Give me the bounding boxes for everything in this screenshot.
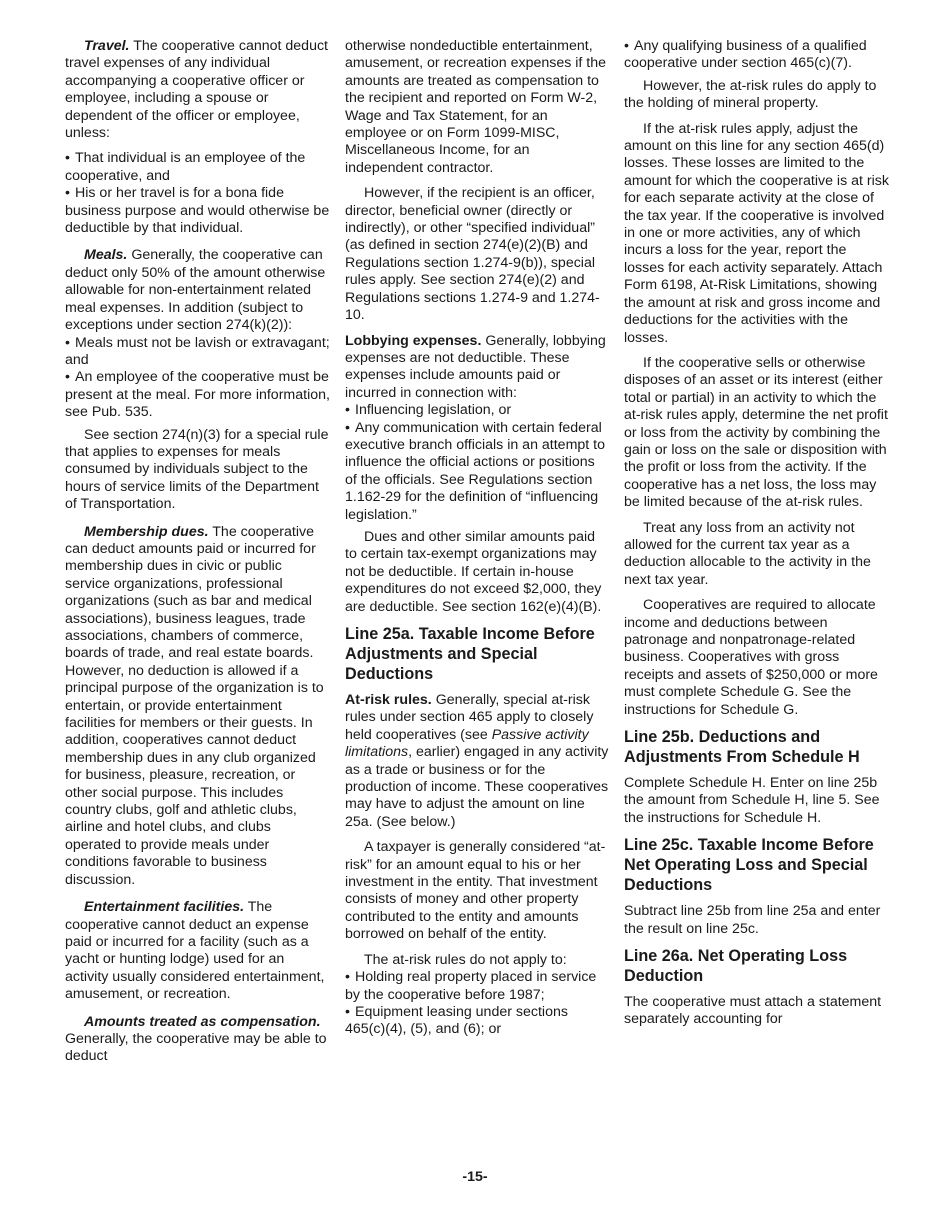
paragraph-mineral: However, the at-risk rules do apply to the holding of mineral property. [624, 77, 877, 112]
at-risk-paragraph-3: The at-risk rules do not apply to: [364, 951, 567, 968]
bullet-item [345, 969, 610, 1004]
line-26a-heading: Line 26a. Net Operating Loss Deduction [624, 947, 848, 986]
column-1 [65, 38, 330, 1074]
bullet-text: Influencing legislation, or [355, 402, 512, 419]
compensation-heading: Amounts treated as compensation. [84, 1013, 321, 1030]
bullet-item [345, 420, 610, 524]
at-risk-paragraph-2: A taxpayer is generally considered “at-risk” for an amount equal to his or her investment in the entity. That investment consists of money and other property contributed to the entity and amounts borrowed on behalf of the entity. [345, 839, 606, 943]
bullet-text: That individual is an employee of the cooperative, and [65, 150, 306, 184]
meals-paragraph-2: See section 274(n)(3) for a special rule that applies to expenses for meals consumed by individuals subject to the hours of service limits of the Department of Transportation. [65, 426, 329, 513]
travel-text: The cooperative cannot deduct travel expenses of any individual accompanying a cooperative officer or employee, including a spouse or dependent of the officer or employee, unless: [65, 38, 329, 142]
bullet-icon: • [345, 419, 350, 436]
page-number: -15- [462, 1169, 488, 1185]
bullet-text: Equipment leasing under sections 465(c)(4), (5), and (6); or [345, 1003, 568, 1038]
meals-paragraph [65, 247, 330, 334]
bullet-item [65, 150, 330, 185]
paragraph-sells-asset: If the cooperative sells or otherwise disposes of an asset or its interest (either total or partial) in an activity to which the at-risk rules apply, determine the net profit or loss from the activity by combining the gain or loss on the sale or disposition with the profit or loss from the activity. If the cooperative has a net loss, the loss may be limited because of the at-risk rules. [624, 354, 888, 511]
at-risk-heading: At-risk rules. [345, 692, 432, 708]
bullet-text: Holding real property placed in service by the cooperative before 1987; [345, 969, 597, 1003]
line-25c-text: Subtract line 25b from line 25a and enter the result on line 25c. [624, 903, 881, 937]
column-2 [345, 38, 610, 1039]
bullet-item [345, 402, 610, 419]
bullet-icon: • [65, 369, 70, 386]
travel-paragraph [65, 38, 330, 142]
paragraph-allocate: Cooperatives are required to allocate income and deductions between patronage and nonpatronage-related business. Cooperatives with gross receipts and assets of $250,000 or more must complete Schedule G. See the instructions for Schedule G. [624, 597, 878, 718]
bullet-text: His or her travel is for a bona fide business purpose and would otherwise be deductible by that individual. [65, 185, 330, 237]
facilities-heading: Entertainment facilities. [84, 899, 245, 916]
compensation-continued: otherwise nondeductible entertainment, amusement, or recreation expenses if the amounts are treated as compensation to the recipient and reported on Form W-2, Wage and Tax Statement, for an employee or on Form 1099-MISC, Miscellaneous Income, for an independent contractor. [345, 38, 607, 176]
bullet-icon: • [345, 1003, 350, 1020]
travel-heading: Travel. [84, 38, 130, 54]
bullet-text: Any communication with certain federal executive branch officials in an attempt to influence the official actions or positions of the officials. See Regulations section 1.162-29 for the definition of “influencing legislation.” [345, 419, 605, 523]
compensation-paragraph [65, 1014, 330, 1066]
bullet-text: An employee of the cooperative must be present at the meal. For more information, see Pub. 535. [65, 369, 330, 421]
facilities-text: The cooperative cannot deduct an expense paid or incurred for a facility (such as a yacht or hunting lodge) used for an activity usually considered entertainment, amusement, or recreation. [65, 899, 325, 1003]
bullet-icon: • [345, 969, 350, 986]
meals-text: Generally, the cooperative can deduct only 50% of the amount otherwise allowable for non-entertainment related meal expenses. In addition (subject to exceptions under section 274(k)(2)): [65, 247, 326, 334]
lobbying-paragraph [345, 333, 610, 403]
bullet-item [624, 38, 889, 73]
bullet-text: Any qualifying business of a qualified cooperative under section 465(c)(7). [624, 38, 867, 72]
bullet-item [65, 185, 330, 237]
bullet-icon: • [624, 38, 629, 54]
at-risk-paragraph [345, 692, 610, 831]
bullet-item [65, 335, 330, 370]
paragraph-at-risk-apply: If the at-risk rules apply, adjust the amount on this line for any section 465(d) losses. These losses are limited to the amount for which the cooperative is at risk for each separate activity at the close of the tax year. If the cooperative is involved in one or more activities, any of which incurs a loss for the year, report the losses for each activity separately. Attach Form 6198, At-Risk Limitations, showing the amount at risk and gross income and deductions for the activities with the losses. [624, 120, 889, 346]
meals-heading: Meals. [84, 247, 128, 264]
lobbying-text: Generally, lobbying expenses are not deductible. These expenses include amounts paid or incurred in connection with: [345, 332, 606, 401]
paragraph-treat-loss: Treat any loss from an activity not allowed for the current tax year as a deduction allocable to the activity in the next tax year. [624, 519, 871, 588]
membership-paragraph [65, 524, 330, 890]
lobbying-heading: Lobbying expenses. [345, 332, 482, 349]
line-26a-text: The cooperative must attach a statement separately accounting for [624, 994, 882, 1028]
bullet-item [65, 369, 330, 421]
column-3 [624, 38, 889, 1037]
dues-paragraph: Dues and other similar amounts paid to certain tax-exempt organizations may not be deductible. If certain in-house expenditures do not exceed $2,000, they are deductible. See section 162(e)(4)(B). [345, 528, 602, 615]
line-25c-heading: Line 25c. Taxable Income Before Net Operating Loss and Special Deductions [624, 836, 874, 895]
membership-heading: Membership dues. [84, 523, 209, 540]
bullet-icon: • [65, 150, 70, 167]
line-25b-text: Complete Schedule H. Enter on line 25b the amount from Schedule H, line 5. See the instructions for Schedule H. [624, 775, 880, 826]
line-25a-heading: Line 25a. Taxable Income Before Adjustments and Special Deductions [345, 625, 595, 683]
facilities-paragraph [65, 899, 330, 1003]
at-risk-text: Generally, special at-risk rules under section 465 apply to closely held cooperatives (see [345, 692, 594, 743]
at-risk-text-2: , earlier) engaged in any activity as a trade or business or for the production of income. These cooperatives may have to adjust the amount on line 25a. (See below.) [345, 744, 609, 830]
bullet-text: Meals must not be lavish or extravagant; and [65, 334, 330, 368]
bullet-icon: • [65, 185, 70, 202]
compensation-text: Generally, the cooperative may be able to deduct [65, 1030, 327, 1065]
membership-text: The cooperative can deduct amounts paid or incurred for membership dues in civic or public service organizations, professional organizations (such as bar and medical associations), business leagues, trade associations, chambers of commerce, boards of trade, and real estate boards. However, no deduction is allowed if a principal purpose of the organization is to entertain, or provide entertainment facilities for members or their guests. In addition, cooperatives cannot deduct membership dues in any club organized for business, pleasure, recreation, or other social purpose. This includes country clubs, golf and athletic clubs, airline and hotel clubs, and clubs operated to provide meals under conditions favorable to business discussion. [65, 523, 324, 888]
bullet-icon: • [65, 334, 70, 351]
line-25b-heading: Line 25b. Deductions and Adjustments From Schedule H [624, 728, 860, 767]
bullet-icon: • [345, 402, 350, 419]
bullet-item [345, 1004, 610, 1039]
at-risk-italic-ref: Passive activity limitations [345, 726, 589, 761]
however-paragraph: However, if the recipient is an officer, director, beneficial owner (directly or indirectly), or other “specified individual” (as defined in section 274(e)(2)(B) and Regulations section 1.274-9(b)), special rules apply. See section 274(e)(2) and Regulations sections 1.274-9 and 1.274-10. [345, 185, 600, 324]
